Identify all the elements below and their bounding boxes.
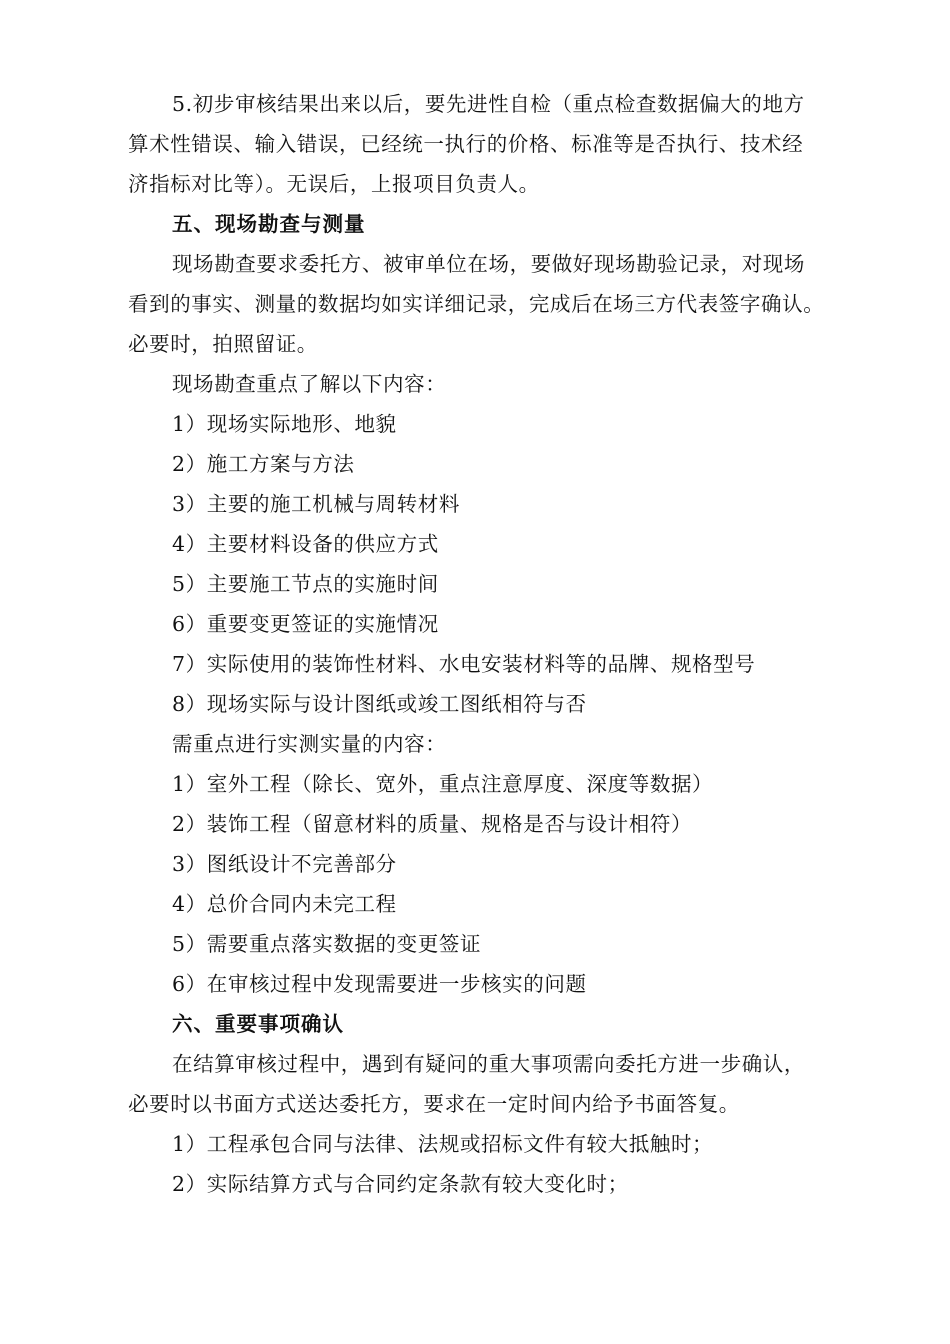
section-5-intro-line-3: 必要时，拍照留证。 (128, 332, 318, 356)
focus-list-item: 7）实际使用的装饰性材料、水电安装材料等的品牌、规格型号 (172, 652, 756, 676)
focus-list-item: 5）主要施工节点的实施时间 (172, 572, 439, 596)
measure-list-item: 1）室外工程（除长、宽外，重点注意厚度、深度等数据） (172, 772, 714, 796)
measure-list-item: 3）图纸设计不完善部分 (172, 852, 397, 876)
section-6-list-item: 2）实际结算方式与合同约定条款有较大变化时； (172, 1172, 629, 1196)
focus-list-item: 3）主要的施工机械与周转材料 (172, 492, 460, 516)
measure-list-item: 6）在审核过程中发现需要进一步核实的问题 (172, 972, 587, 996)
section-5-intro-line-1: 现场勘查要求委托方、被审单位在场，要做好现场勘验记录，对现场 (172, 252, 805, 276)
focus-list-item: 2）施工方案与方法 (172, 452, 355, 476)
focus-list-item: 4）主要材料设备的供应方式 (172, 532, 439, 556)
measure-list-item: 4）总价合同内未完工程 (172, 892, 397, 916)
measure-list-item: 2）装饰工程（留意材料的质量、规格是否与设计相符） (172, 812, 693, 836)
focus-list-item: 8）现场实际与设计图纸或竣工图纸相符与否 (172, 692, 587, 716)
section-6-list-item: 1）工程承包合同与法律、法规或招标文件有较大抵触时； (172, 1132, 714, 1156)
section-6-intro-line-1: 在结算审核过程中，遇到有疑问的重大事项需向委托方进一步确认， (172, 1052, 805, 1076)
paragraph-5-line-1: 5.初步审核结果出来以后，要先进性自检（重点检查数据偏大的地方 (172, 92, 805, 116)
paragraph-5-line-3: 济指标对比等）。无误后，上报项目负责人。 (128, 172, 540, 196)
section-6-intro-line-2: 必要时以书面方式送达委托方，要求在一定时间内给予书面答复。 (128, 1092, 740, 1116)
section-6-heading: 六、重要事项确认 (172, 1012, 344, 1036)
paragraph-5-line-2: 算术性错误、输入错误，已经统一执行的价格、标准等是否执行、技术经 (128, 132, 804, 156)
focus-list-title: 现场勘查重点了解以下内容： (172, 372, 447, 396)
measure-list-title: 需重点进行实测实量的内容： (172, 732, 447, 756)
section-5-heading: 五、现场勘查与测量 (172, 212, 366, 236)
measure-list-item: 5）需要重点落实数据的变更签证 (172, 932, 482, 956)
focus-list-item: 1）现场实际地形、地貌 (172, 412, 397, 436)
focus-list-item: 6）重要变更签证的实施情况 (172, 612, 439, 636)
section-5-intro-line-2: 看到的事实、测量的数据均如实详细记录，完成后在场三方代表签字确认。 (128, 292, 825, 316)
